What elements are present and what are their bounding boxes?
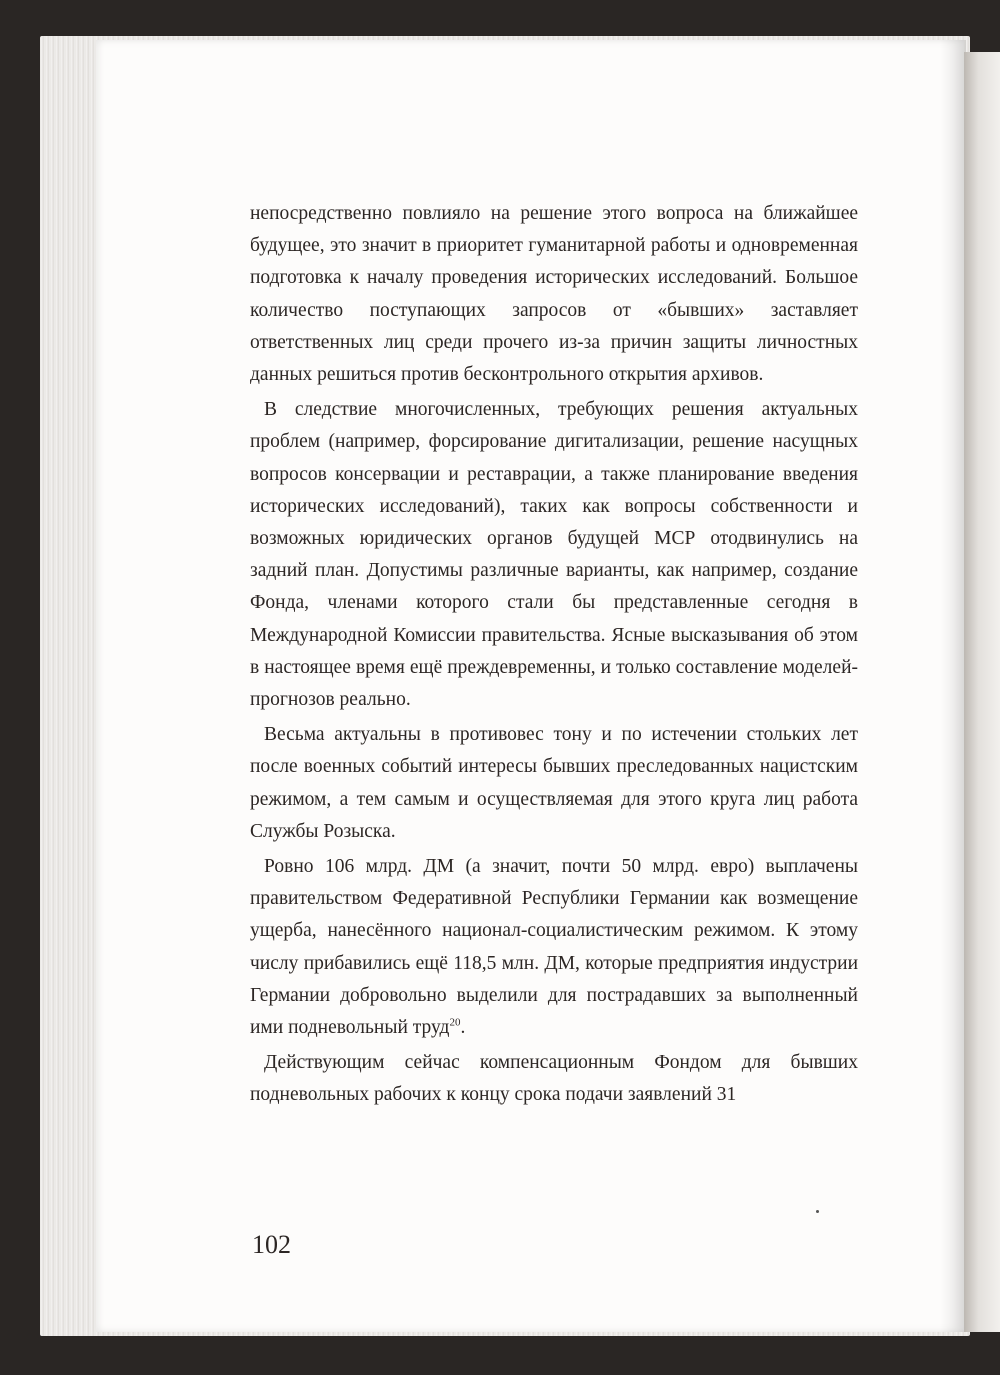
- paragraph-3: [250, 719, 858, 848]
- paragraph-4-end: .: [460, 1017, 466, 1039]
- adjacent-page-edge: [964, 52, 1000, 1332]
- paragraph-5-text: Действующим сейчас компенсационным Фондом для бывших подневольных рабочих к концу срока подачи заявлений 31: [250, 1052, 858, 1106]
- paragraph-4-text: Ровно 106 млрд. ДМ (а значит, почти 50 млрд. евро) выплачены правительством Федеративной Республики Германии как возмещение ущерба, нанесённого национал-социалистическим режимом. К этому числу прибавились ещё 118,5 млн. ДМ, которые предприятия индустрии Германии добровольно выделили для пострадавших за выполненный ими подневольный труд: [250, 856, 858, 1039]
- paragraph-2-text: В следствие многочисленных, требующих решения актуальных проблем (например, форсирование дигитализации, решение насущных вопросов консервации и реставрации, а также планирование введения исторических исследований), таких как вопросы собственности и возможных юридических органов будущей МСР отодвинулись на задний план. Допустимы различные варианты, как например, создание Фонда, членами которого стали бы представленные сегодня в Международной Комиссии правительства. Ясные высказывания об этом в настоящее время ещё преждевременны, и только составление моделей-прогнозов реально.: [250, 399, 858, 711]
- paragraph-1: [250, 198, 858, 391]
- paragraph-1-text: непосредственно повлияло на решение этого вопроса на ближайшее будущее, это значит в приоритет гуманитарной работы и одновременная подготовка к началу проведения исторических исследований. Большое количество поступающих запросов от «бывших» заставляет ответственных лиц среди прочего из-за причин защиты личностных данных решиться против бесконтрольного открытия архивов.: [250, 203, 858, 386]
- paragraph-2: [250, 394, 858, 716]
- gutter-shadow: [940, 40, 966, 1332]
- paragraph-5: [250, 1047, 858, 1111]
- paragraph-4: [250, 851, 858, 1044]
- scan-speck: [816, 1210, 819, 1213]
- page-number: 102: [252, 1230, 291, 1259]
- body-text: [250, 198, 858, 1115]
- paragraph-3-text: Весьма актуальны в противовес тону и по истечении стольких лет после военных событий интересы бывших преследованных нацистским режимом, а тем самым и осуществляемая для этого круга лиц работа Службы Розыска.: [250, 724, 858, 842]
- footnote-marker: 20: [449, 1016, 461, 1029]
